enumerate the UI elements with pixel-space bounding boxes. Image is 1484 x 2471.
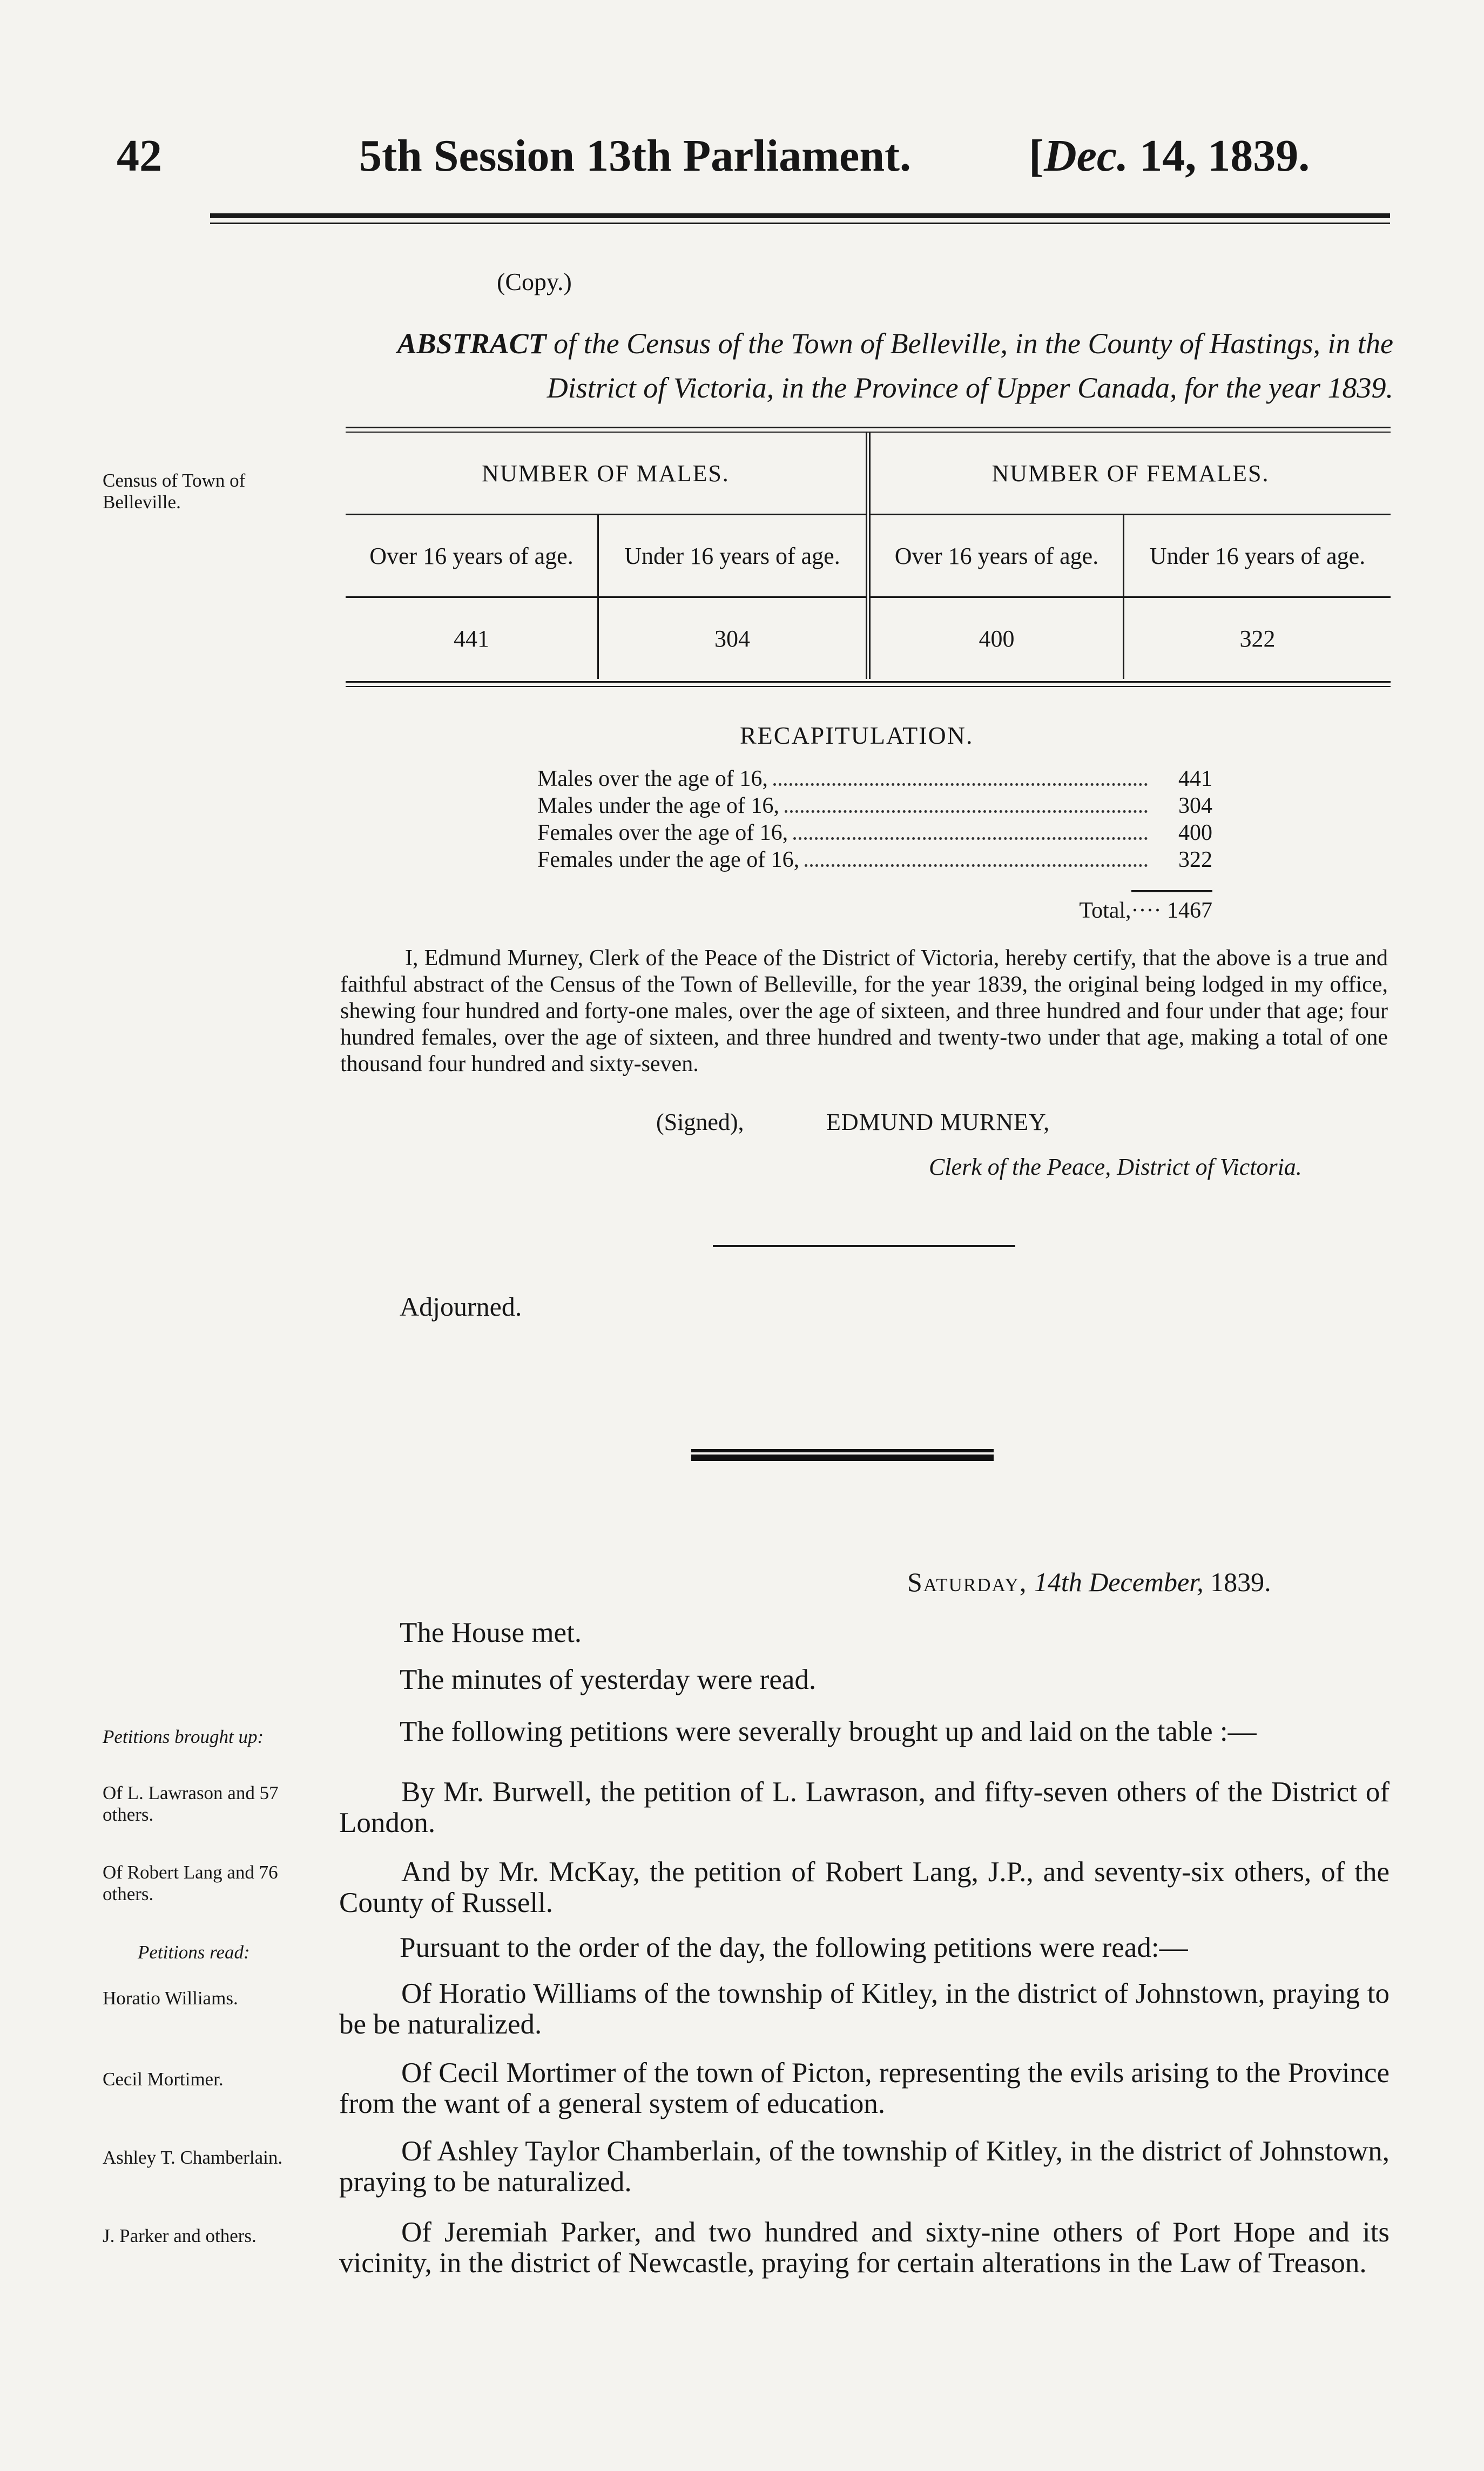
recap-value: 441 [1178,766,1212,791]
table-bottom-rule-2 [346,686,1391,687]
recap-row [537,766,1212,792]
paragraph-mckay-petition: And by Mr. McKay, the petition of Robert Lang, J.P., and seventy-six others, of the County of Russell. [339,1856,1389,1918]
leader-dots [785,810,1148,813]
paragraph-chamberlain: Of Ashley Taylor Chamberlain, of the township of Kitley, in the district of Johnstown, praying to be naturalized. [339,2136,1389,2198]
col-males-over: Over 16 years of age. [346,515,598,597]
recap-total: Total,···· 1467 [1079,898,1212,923]
recap-label: Females over the age of 16, [537,820,788,845]
margin-petitions-read: Petitions read: [138,1942,250,1963]
date-rest: 14, 1839. [1128,131,1310,181]
signer-title: Clerk of the Peace, District of Victoria. [929,1154,1302,1180]
signer-name: EDMUND MURNEY, [826,1109,1050,1135]
census-table [346,427,1391,690]
recap-value: 400 [1178,820,1212,845]
value-males-under: 304 [598,597,868,679]
census-grid [346,433,1391,679]
weekday: Saturday, [907,1567,1028,1597]
margin-petitions-brought-up: Petitions brought up: [103,1726,264,1747]
paragraph-parker: Of Jeremiah Parker, and two hundred and sixty-nine others of Port Hope and its vicinity, in the district of Newcastle, praying for certain alterations in the Law of Treason. [339,2217,1389,2279]
date-month: Dec. [1043,131,1129,181]
col-females-under: Under 16 years of age. [1123,515,1391,597]
abstract-title [346,321,1393,410]
leader-dots [805,864,1148,867]
abstract-line-1-text: of the Census of the Town of Belleville, in the County of Hastings, in the [546,327,1393,360]
paragraph-williams: Of Horatio Williams of the township of Kitley, in the district of Johnstown, praying to be be naturalized. [339,1978,1389,2040]
separator-bar-thick [691,1455,994,1461]
margin-note-census: Census of Town of Belleville. [103,470,246,513]
leader-dots [773,783,1148,786]
paragraph-house-met: The House met. [400,1617,582,1648]
clerk-certificate: I, Edmund Murney, Clerk of the Peace of the District of Victoria, hereby certify, that the above is a true and faithful abstract of the Census of the Town of Belleville, for the year 1839, the original being lodged in my office, shewing four hundred and forty-one males, over the age of sixteen, and three hundred and four under that age; four hundred females, over the age of sixteen, and three hundred and twenty-two under that age, making a total of one thousand four hundred and sixty-seven. [340,946,1388,1076]
paragraph-mortimer: Of Cecil Mortimer of the town of Picton, representing the evils arising to the Province from the want of a general system of education. [339,2057,1389,2119]
table-bottom-rule [346,681,1391,683]
margin-lang: Of Robert Lang and 76 others. [103,1862,278,1904]
margin-mortimer: Cecil Mortimer. [103,2069,224,2090]
recap-label: Males under the age of 16, [537,793,779,818]
day-month: 14th December, [1027,1567,1204,1597]
recap-value: 322 [1178,847,1212,872]
paragraph-minutes: The minutes of yesterday were read. [400,1664,817,1695]
date-bracket: [ [1029,131,1044,181]
year: 1839. [1203,1567,1271,1597]
recap-row [537,820,1212,846]
recapitulation-title: RECAPITULATION. [740,722,974,749]
males-header: NUMBER OF MALES. [346,433,868,515]
section-divider [713,1245,1015,1247]
margin-williams: Horatio Williams. [103,1988,238,2009]
margin-chamberlain: Ashley T. Chamberlain. [103,2147,283,2168]
females-header: NUMBER OF FEMALES. [991,460,1270,487]
abstract-line-2: District of Victoria, in the Province of Upper Canada, for the year 1839. [547,372,1393,404]
recap-label: Males over the age of 16, [537,766,768,791]
margin-parker: J. Parker and others. [103,2225,257,2246]
value-females-over: 400 [868,597,1123,679]
separator-bar-thin [691,1449,994,1452]
adjourned-text: Adjourned. [400,1291,522,1322]
value-females-under: 322 [1239,625,1276,652]
paragraph-following-petitions: The following petitions were severally brought up and laid on the table :— [400,1716,1257,1747]
page-header-date [1029,130,1310,182]
recap-value: 304 [1178,793,1212,818]
total-rule [1131,890,1212,892]
recap-row [537,793,1212,819]
col-females-over: Over 16 years of age. [868,515,1123,597]
col-males-under: Under 16 years of age. [598,515,868,597]
abstract-line-1 [346,321,1393,366]
copy-label: (Copy.) [497,268,572,295]
session-date [907,1566,1271,1598]
header-rule-thick [210,213,1390,218]
page-number: 42 [117,131,162,181]
table-top-rule [346,427,1391,428]
signed-label: (Signed), [656,1109,744,1135]
paragraph-burwell-petition: By Mr. Burwell, the petition of L. Lawrason, and fifty-seven others of the District of London. [339,1776,1389,1839]
recap-label: Females under the age of 16, [537,847,800,872]
margin-lawrason: Of L. Lawrason and 57 others. [103,1782,279,1825]
value-males-over: 441 [346,597,598,679]
header-rule-thin [210,223,1390,224]
page-header-title: 5th Session 13th Parliament. [359,131,912,181]
recap-row [537,847,1212,873]
leader-dots [793,837,1148,840]
paragraph-pursuant: Pursuant to the order of the day, the following petitions were read:— [400,1932,1188,1963]
abstract-lead: ABSTRACT [397,327,547,360]
